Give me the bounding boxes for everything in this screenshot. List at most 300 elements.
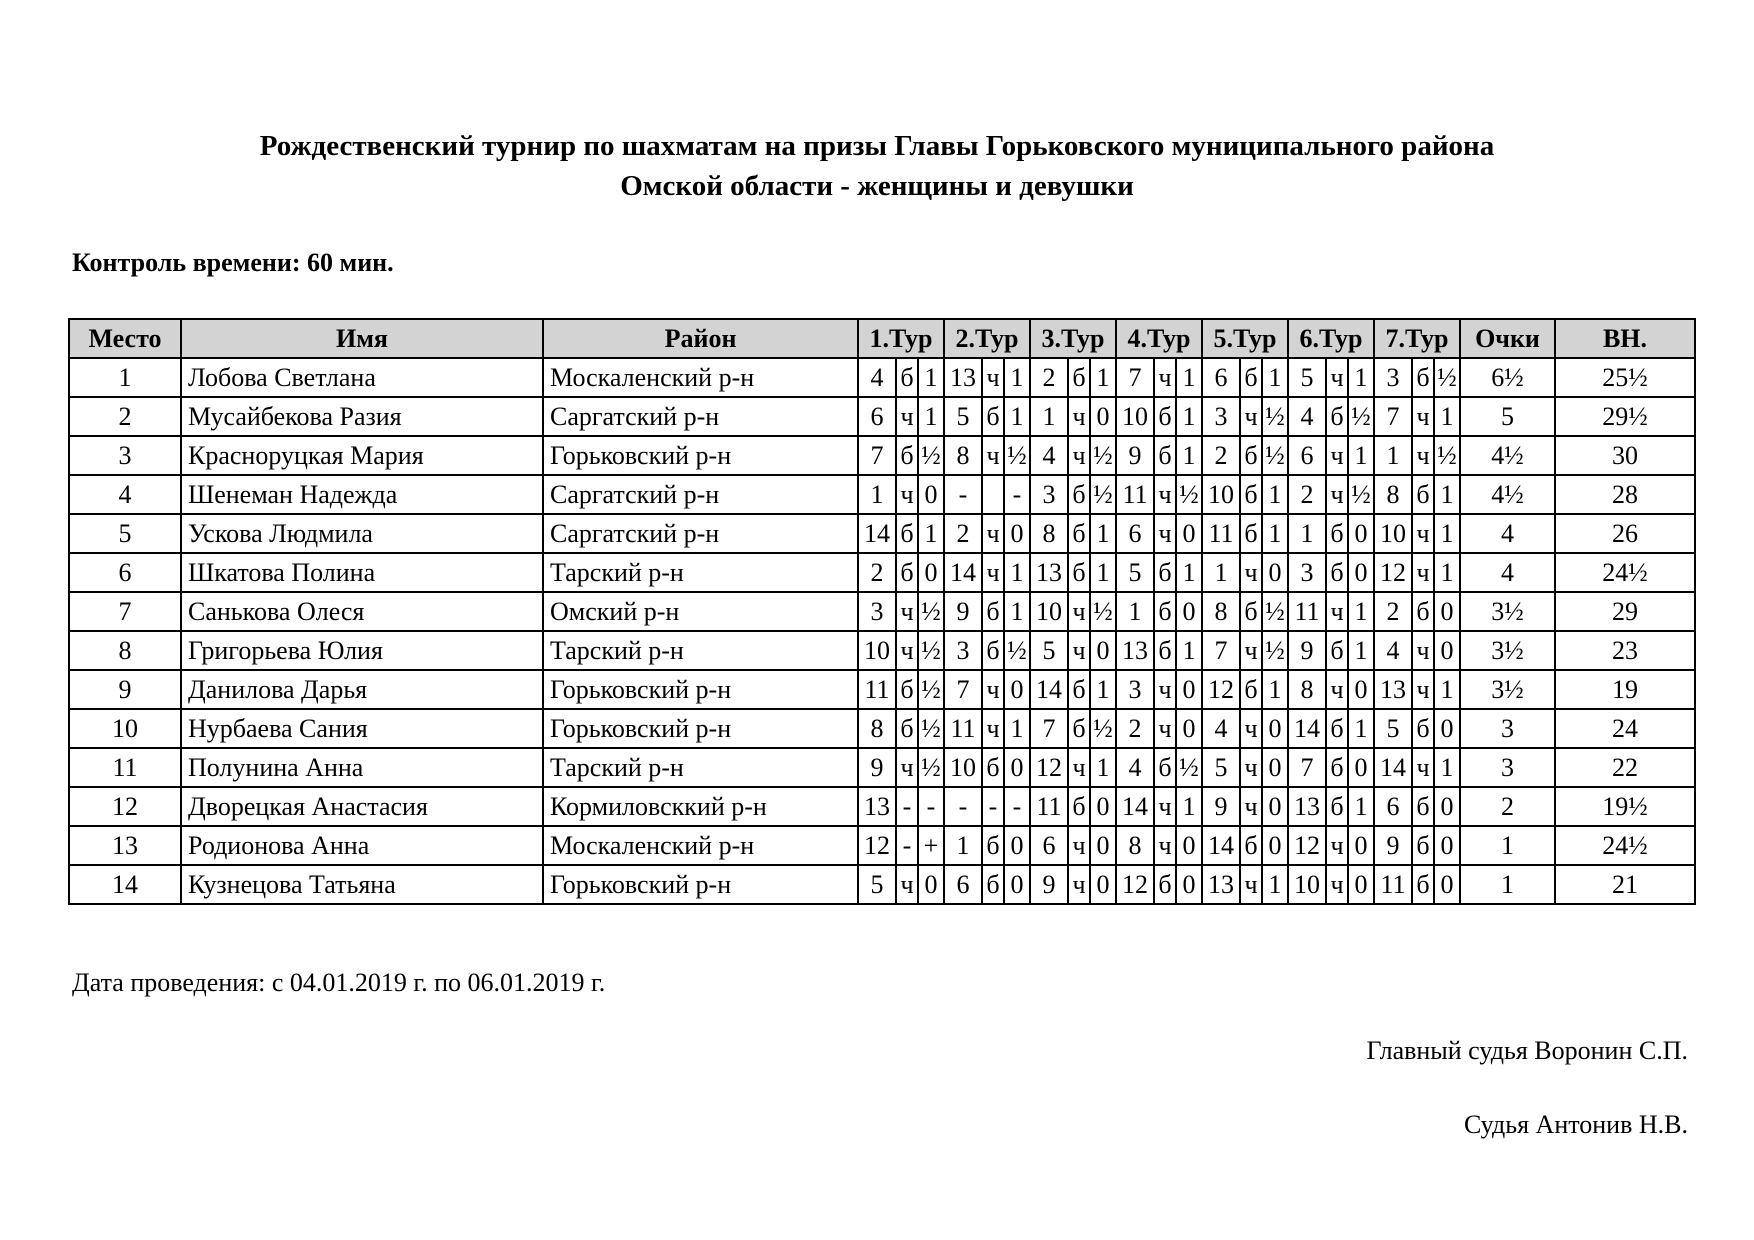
name-cell: Нурбаева Сания <box>181 709 543 748</box>
district-cell: Москаленский р-н <box>543 358 858 397</box>
tiebreak-cell: 21 <box>1555 865 1695 904</box>
result-cell: ½ <box>918 592 944 631</box>
opponent-cell: 13 <box>944 358 982 397</box>
opponent-cell: 11 <box>1030 787 1068 826</box>
opponent-cell: 12 <box>1288 826 1326 865</box>
header-round-6: 6.Тур <box>1288 319 1374 358</box>
result-cell: 1 <box>1176 358 1202 397</box>
result-cell: 0 <box>1090 631 1116 670</box>
district-cell: Москаленский р-н <box>543 826 858 865</box>
result-cell: 0 <box>1262 787 1288 826</box>
result-cell: 1 <box>1262 358 1288 397</box>
place-cell: 11 <box>69 748 181 787</box>
place-cell: 3 <box>69 436 181 475</box>
result-cell: 1 <box>1262 514 1288 553</box>
district-cell: Горьковский р-н <box>543 436 858 475</box>
color-cell: ч <box>1412 670 1434 709</box>
color-cell: ч <box>1068 748 1090 787</box>
result-cell: 1 <box>1004 709 1030 748</box>
color-cell: ч <box>1412 397 1434 436</box>
opponent-cell: 7 <box>1288 748 1326 787</box>
result-cell: 0 <box>1348 826 1374 865</box>
result-cell: ½ <box>918 631 944 670</box>
color-cell: б <box>1240 826 1262 865</box>
opponent-cell: 12 <box>858 826 896 865</box>
tiebreak-cell: 24½ <box>1555 826 1695 865</box>
result-cell: ½ <box>1090 475 1116 514</box>
result-cell: 0 <box>1090 865 1116 904</box>
opponent-cell: 10 <box>1116 397 1154 436</box>
result-cell: ½ <box>1348 475 1374 514</box>
opponent-cell: 4 <box>858 358 896 397</box>
color-cell: б <box>896 670 918 709</box>
result-cell: ½ <box>1262 592 1288 631</box>
table-header-row <box>69 319 1695 358</box>
points-cell: 1 <box>1460 865 1555 904</box>
result-cell: ½ <box>1262 397 1288 436</box>
opponent-cell: 8 <box>1116 826 1154 865</box>
opponent-cell: 14 <box>944 553 982 592</box>
color-cell: б <box>1240 358 1262 397</box>
opponent-cell: 1 <box>1202 553 1240 592</box>
result-cell: 1 <box>1176 397 1202 436</box>
district-cell: Саргатский р-н <box>543 514 858 553</box>
table-row <box>69 592 1695 631</box>
color-cell: ч <box>1412 553 1434 592</box>
result-cell: ½ <box>1090 436 1116 475</box>
color-cell: ч <box>1240 787 1262 826</box>
tiebreak-cell: 29 <box>1555 592 1695 631</box>
tiebreak-cell: 22 <box>1555 748 1695 787</box>
points-cell: 3 <box>1460 709 1555 748</box>
color-cell: б <box>1154 631 1176 670</box>
result-cell: ½ <box>1004 631 1030 670</box>
table-row <box>69 709 1695 748</box>
opponent-cell: 3 <box>1116 670 1154 709</box>
color-cell: ч <box>1326 592 1348 631</box>
opponent-cell: 11 <box>1374 865 1412 904</box>
opponent-cell: 1 <box>944 826 982 865</box>
opponent-cell: 12 <box>1030 748 1068 787</box>
opponent-cell: 3 <box>944 631 982 670</box>
name-cell: Шенеман Надежда <box>181 475 543 514</box>
judge: Судья Антонив Н.В. <box>1463 1110 1688 1139</box>
result-cell: 0 <box>1090 826 1116 865</box>
result-cell: ½ <box>1348 397 1374 436</box>
result-cell: ½ <box>918 709 944 748</box>
color-cell: ч <box>1154 514 1176 553</box>
name-cell: Мусайбекова Разия <box>181 397 543 436</box>
color-cell: б <box>1326 553 1348 592</box>
tiebreak-cell: 19½ <box>1555 787 1695 826</box>
opponent-cell: 9 <box>1374 826 1412 865</box>
header-tiebreak: ВН. <box>1555 319 1695 358</box>
header-round-4: 4.Тур <box>1116 319 1202 358</box>
color-cell: б <box>896 709 918 748</box>
color-cell: ч <box>1240 865 1262 904</box>
opponent-cell: 4 <box>1116 748 1154 787</box>
color-cell: б <box>1240 592 1262 631</box>
result-cell: 1 <box>918 358 944 397</box>
opponent-cell: 1 <box>1288 514 1326 553</box>
place-cell: 9 <box>69 670 181 709</box>
result-cell: 1 <box>1434 475 1460 514</box>
color-cell: б <box>982 865 1004 904</box>
color-cell: ч <box>896 475 918 514</box>
result-cell: 0 <box>1434 826 1460 865</box>
table-row <box>69 631 1695 670</box>
opponent-cell: 11 <box>1116 475 1154 514</box>
opponent-cell: 1 <box>1116 592 1154 631</box>
color-cell: б <box>1068 670 1090 709</box>
district-cell: Омский р-н <box>543 592 858 631</box>
table-row <box>69 553 1695 592</box>
color-cell: ч <box>1154 826 1176 865</box>
district-cell: Горьковский р-н <box>543 865 858 904</box>
result-cell: 0 <box>1004 865 1030 904</box>
result-cell: 0 <box>1348 553 1374 592</box>
name-cell: Григорьева Юлия <box>181 631 543 670</box>
points-cell: 4½ <box>1460 436 1555 475</box>
table-row <box>69 475 1695 514</box>
opponent-cell: 5 <box>858 865 896 904</box>
result-cell: 0 <box>1348 670 1374 709</box>
opponent-cell: 3 <box>858 592 896 631</box>
opponent-cell: 9 <box>944 592 982 631</box>
header-round-1: 1.Тур <box>858 319 944 358</box>
table-row <box>69 436 1695 475</box>
opponent-cell: 14 <box>1116 787 1154 826</box>
district-cell: Горьковский р-н <box>543 709 858 748</box>
name-cell: Дворецкая Анастасия <box>181 787 543 826</box>
opponent-cell: 7 <box>858 436 896 475</box>
opponent-cell: 14 <box>1288 709 1326 748</box>
result-cell: ½ <box>1090 592 1116 631</box>
opponent-cell: 1 <box>1374 436 1412 475</box>
opponent-cell: 7 <box>1374 397 1412 436</box>
color-cell: ч <box>982 514 1004 553</box>
opponent-cell: 13 <box>1202 865 1240 904</box>
result-cell: 0 <box>918 475 944 514</box>
color-cell: ч <box>1068 631 1090 670</box>
name-cell: Шкатова Полина <box>181 553 543 592</box>
color-cell: ч <box>1068 436 1090 475</box>
opponent-cell: 2 <box>944 514 982 553</box>
result-cell: 0 <box>1176 592 1202 631</box>
result-cell: 0 <box>918 553 944 592</box>
color-cell: ч <box>982 553 1004 592</box>
result-cell: 0 <box>1004 670 1030 709</box>
color-cell: б <box>1068 709 1090 748</box>
table-row <box>69 358 1695 397</box>
opponent-cell: 5 <box>1030 631 1068 670</box>
result-cell: 1 <box>1176 553 1202 592</box>
color-cell: ч <box>1154 358 1176 397</box>
color-cell: б <box>982 748 1004 787</box>
color-cell: б <box>1154 553 1176 592</box>
opponent-cell: 10 <box>944 748 982 787</box>
place-cell: 13 <box>69 826 181 865</box>
result-cell: 0 <box>1348 865 1374 904</box>
color-cell: ч <box>1154 670 1176 709</box>
points-cell: 5 <box>1460 397 1555 436</box>
header-points: Очки <box>1460 319 1555 358</box>
event-dates: Дата проведения: с 04.01.2019 г. по 06.01.2019 г. <box>72 968 606 997</box>
color-cell: б <box>1068 514 1090 553</box>
opponent-cell: 8 <box>858 709 896 748</box>
opponent-cell: 4 <box>1288 397 1326 436</box>
color-cell: ч <box>1326 826 1348 865</box>
result-cell: ½ <box>918 670 944 709</box>
opponent-cell: 5 <box>1116 553 1154 592</box>
name-cell: Санькова Олеся <box>181 592 543 631</box>
color-cell: б <box>982 592 1004 631</box>
place-cell: 6 <box>69 553 181 592</box>
color-cell: б <box>1412 358 1434 397</box>
result-cell: 1 <box>1434 553 1460 592</box>
color-cell: - <box>982 787 1004 826</box>
table-row <box>69 397 1695 436</box>
color-cell: б <box>1154 865 1176 904</box>
color-cell: б <box>1412 475 1434 514</box>
result-cell: 1 <box>1262 670 1288 709</box>
points-cell: 1 <box>1460 826 1555 865</box>
place-cell: 8 <box>69 631 181 670</box>
color-cell: ч <box>896 631 918 670</box>
opponent-cell: 3 <box>1030 475 1068 514</box>
name-cell: Данилова Дарья <box>181 670 543 709</box>
color-cell: ч <box>1326 865 1348 904</box>
color-cell: б <box>896 436 918 475</box>
result-cell: 0 <box>1434 865 1460 904</box>
tiebreak-cell: 26 <box>1555 514 1695 553</box>
color-cell: б <box>1326 709 1348 748</box>
title-line-2: Омской области - женщины и девушки <box>620 170 1134 202</box>
result-cell: ½ <box>1262 631 1288 670</box>
name-cell: Родионова Анна <box>181 826 543 865</box>
tiebreak-cell: 23 <box>1555 631 1695 670</box>
color-cell: б <box>1326 631 1348 670</box>
header-place: Место <box>69 319 181 358</box>
opponent-cell: 10 <box>1288 865 1326 904</box>
opponent-cell: 12 <box>1374 553 1412 592</box>
opponent-cell: 9 <box>858 748 896 787</box>
result-cell: 0 <box>1348 748 1374 787</box>
result-cell: - <box>1004 787 1030 826</box>
color-cell: б <box>1068 358 1090 397</box>
result-cell: 1 <box>1434 670 1460 709</box>
opponent-cell: 2 <box>1202 436 1240 475</box>
color-cell: б <box>982 397 1004 436</box>
table-row <box>69 748 1695 787</box>
opponent-cell: 7 <box>944 670 982 709</box>
name-cell: Красноруцкая Мария <box>181 436 543 475</box>
color-cell: ч <box>1412 748 1434 787</box>
result-cell: ½ <box>1004 436 1030 475</box>
points-cell: 3½ <box>1460 592 1555 631</box>
opponent-cell: 8 <box>1288 670 1326 709</box>
opponent-cell: 10 <box>858 631 896 670</box>
color-cell: ч <box>1326 475 1348 514</box>
color-cell: б <box>1326 514 1348 553</box>
opponent-cell: 6 <box>1288 436 1326 475</box>
color-cell: б <box>1068 787 1090 826</box>
opponent-cell: 5 <box>1288 358 1326 397</box>
opponent-cell: 2 <box>1374 592 1412 631</box>
title-line-1: Рождественский турнир по шахматам на призы Главы Горьковского муниципального района <box>259 130 1495 162</box>
result-cell: ½ <box>1262 436 1288 475</box>
color-cell: б <box>896 358 918 397</box>
result-cell: 0 <box>1090 397 1116 436</box>
color-cell: ч <box>1412 436 1434 475</box>
result-cell: 0 <box>1434 631 1460 670</box>
table-row <box>69 514 1695 553</box>
district-cell: Тарский р-н <box>543 748 858 787</box>
place-cell: 2 <box>69 397 181 436</box>
place-cell: 12 <box>69 787 181 826</box>
result-cell: 0 <box>1176 826 1202 865</box>
opponent-cell: 8 <box>1030 514 1068 553</box>
place-cell: 4 <box>69 475 181 514</box>
opponent-cell: 5 <box>1374 709 1412 748</box>
result-cell: 0 <box>1176 865 1202 904</box>
color-cell: ч <box>1326 670 1348 709</box>
opponent-cell: 3 <box>1374 358 1412 397</box>
color-cell: ч <box>896 397 918 436</box>
opponent-cell: 2 <box>1288 475 1326 514</box>
color-cell: ч <box>1326 358 1348 397</box>
color-cell: б <box>1326 748 1348 787</box>
opponent-cell: 6 <box>944 865 982 904</box>
opponent-cell: 6 <box>1030 826 1068 865</box>
district-cell: Саргатский р-н <box>543 475 858 514</box>
place-cell: 10 <box>69 709 181 748</box>
color-cell: ч <box>896 592 918 631</box>
opponent-cell: 14 <box>858 514 896 553</box>
result-cell: 1 <box>1434 397 1460 436</box>
result-cell: 1 <box>1004 592 1030 631</box>
result-cell: 1 <box>1004 553 1030 592</box>
place-cell: 14 <box>69 865 181 904</box>
opponent-cell: 6 <box>1374 787 1412 826</box>
opponent-cell: - <box>944 475 982 514</box>
opponent-cell: 13 <box>858 787 896 826</box>
opponent-cell: 6 <box>858 397 896 436</box>
color-cell: б <box>1240 475 1262 514</box>
result-cell: 0 <box>1176 514 1202 553</box>
result-cell: 0 <box>1262 553 1288 592</box>
opponent-cell: 11 <box>944 709 982 748</box>
result-cell: 0 <box>1434 592 1460 631</box>
place-cell: 5 <box>69 514 181 553</box>
color-cell: ч <box>896 748 918 787</box>
color-cell: - <box>896 826 918 865</box>
result-cell: - <box>1004 475 1030 514</box>
result-cell: ½ <box>918 748 944 787</box>
tiebreak-cell: 24 <box>1555 709 1695 748</box>
color-cell: б <box>982 631 1004 670</box>
color-cell: ч <box>1240 709 1262 748</box>
result-cell: 1 <box>1262 475 1288 514</box>
name-cell: Кузнецова Татьяна <box>181 865 543 904</box>
result-cell: 1 <box>1262 865 1288 904</box>
opponent-cell: 7 <box>1030 709 1068 748</box>
result-cell: 1 <box>1348 787 1374 826</box>
tiebreak-cell: 29½ <box>1555 397 1695 436</box>
result-cell: 1 <box>1090 670 1116 709</box>
table-row <box>69 865 1695 904</box>
color-cell: ч <box>1326 436 1348 475</box>
color-cell: б <box>1412 865 1434 904</box>
result-cell: 0 <box>1004 514 1030 553</box>
result-cell: 1 <box>1348 631 1374 670</box>
color-cell: б <box>1412 592 1434 631</box>
opponent-cell: 13 <box>1288 787 1326 826</box>
result-cell: 1 <box>1348 436 1374 475</box>
color-cell: б <box>1154 397 1176 436</box>
opponent-cell: 2 <box>858 553 896 592</box>
results-table <box>68 318 1696 905</box>
tiebreak-cell: 25½ <box>1555 358 1695 397</box>
name-cell: Лобова Светлана <box>181 358 543 397</box>
result-cell: 1 <box>1434 748 1460 787</box>
points-cell: 2 <box>1460 787 1555 826</box>
result-cell: 1 <box>1348 592 1374 631</box>
result-cell: 0 <box>1262 748 1288 787</box>
opponent-cell: 10 <box>1030 592 1068 631</box>
table-row <box>69 670 1695 709</box>
result-cell: 0 <box>1090 787 1116 826</box>
opponent-cell: 3 <box>1288 553 1326 592</box>
result-cell: 0 <box>1176 670 1202 709</box>
result-cell: ½ <box>1434 358 1460 397</box>
opponent-cell: 8 <box>944 436 982 475</box>
result-cell: 0 <box>1348 514 1374 553</box>
opponent-cell: 9 <box>1288 631 1326 670</box>
opponent-cell: 3 <box>1202 397 1240 436</box>
opponent-cell: 8 <box>1202 592 1240 631</box>
opponent-cell: 1 <box>1030 397 1068 436</box>
opponent-cell: 6 <box>1116 514 1154 553</box>
color-cell: б <box>1240 670 1262 709</box>
opponent-cell: 5 <box>1202 748 1240 787</box>
color-cell: ч <box>1412 514 1434 553</box>
color-cell: ч <box>982 358 1004 397</box>
color-cell: ч <box>1154 475 1176 514</box>
color-cell: б <box>1068 475 1090 514</box>
result-cell: 1 <box>1090 358 1116 397</box>
opponent-cell: 7 <box>1202 631 1240 670</box>
header-round-3: 3.Тур <box>1030 319 1116 358</box>
district-cell: Саргатский р-н <box>543 397 858 436</box>
color-cell: ч <box>1240 553 1262 592</box>
district-cell: Кормиловсккий р-н <box>543 787 858 826</box>
opponent-cell: 5 <box>944 397 982 436</box>
color-cell: ч <box>1154 709 1176 748</box>
tiebreak-cell: 28 <box>1555 475 1695 514</box>
points-cell: 4 <box>1460 553 1555 592</box>
color-cell: ч <box>1412 631 1434 670</box>
color-cell: ч <box>1068 592 1090 631</box>
color-cell: ч <box>982 436 1004 475</box>
opponent-cell: 4 <box>1202 709 1240 748</box>
opponent-cell: 13 <box>1030 553 1068 592</box>
result-cell: ½ <box>918 436 944 475</box>
opponent-cell: 14 <box>1374 748 1412 787</box>
points-cell: 3½ <box>1460 631 1555 670</box>
color-cell: б <box>1240 436 1262 475</box>
opponent-cell: 12 <box>1202 670 1240 709</box>
